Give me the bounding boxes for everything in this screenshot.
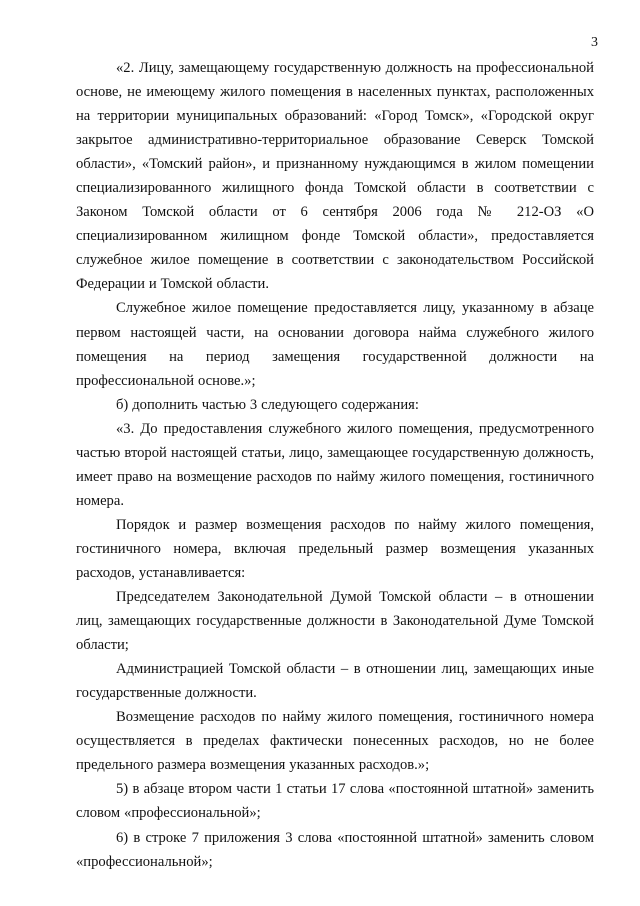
paragraph-reimbursement-order: Порядок и размер возмещения расходов по найму жилого помещения, гостиничного номера, включая предельный размер возмещения указанных расходов, устанавливается: [76, 516, 594, 581]
paragraph-item-6: 6) в строке 7 приложения 3 слова «постоянной штатной» заменить словом «профессиональной»; [76, 829, 594, 870]
paragraph-part-2: «2. Лицу, замещающему государственную должность на профессиональной основе, не имеющему жилого помещения в населенных пунктах, расположенных на территории муниципальных образований: «Город Томск», «Городской округ закрытое административно-территориальное образование Северск Томской области», «Томский район», и признанному нуждающимся в жилом помещении специализированного жилищного фонда Томской области в соответствии с Законом Томской области от 6 сентября 2006 года № 212-ОЗ «О специализированном жилищном фонде Томской области», предоставляется служебное жилое помещение в соответствии с законодательством Российской Федерации и Томской области. [76, 60, 594, 293]
paragraph-add-part-3: б) дополнить частью 3 следующего содержания: [116, 396, 419, 413]
paragraph-part-3: «3. До предоставления служебного жилого помещения, предусмотренного частью второй настоящей статьи, лицо, замещающее государственную должность, имеет право на возмещение расходов по найму жилого помещения, гостиничного номера. [76, 420, 594, 509]
paragraph-service-housing: Служебное жилое помещение предоставляется лицу, указанному в абзаце первом настоящей части, на основании договора найма служебного жилого помещения на период замещения государственной должности на профессиональной основе.»; [76, 300, 594, 389]
paragraph-item-5: 5) в абзаце втором части 1 статьи 17 слова «постоянной штатной» заменить словом «профессиональной»; [76, 781, 594, 822]
page-number: 3 [591, 35, 598, 50]
paragraph-reimbursement-limit: Возмещение расходов по найму жилого помещения, гостиничного номера осуществляется в пределах фактически понесенных расходов, но не более предельного размера возмещения указанных расходов.»; [76, 709, 594, 774]
document-body [76, 56, 594, 874]
paragraph-duma-chairman: Председателем Законодательной Думой Томской области – в отношении лиц, замещающих государственные должности в Законодательной Думе Томской области; [76, 589, 594, 654]
paragraph-administration: Администрацией Томской области – в отношении лиц, замещающих иные государственные должности. [76, 661, 594, 702]
